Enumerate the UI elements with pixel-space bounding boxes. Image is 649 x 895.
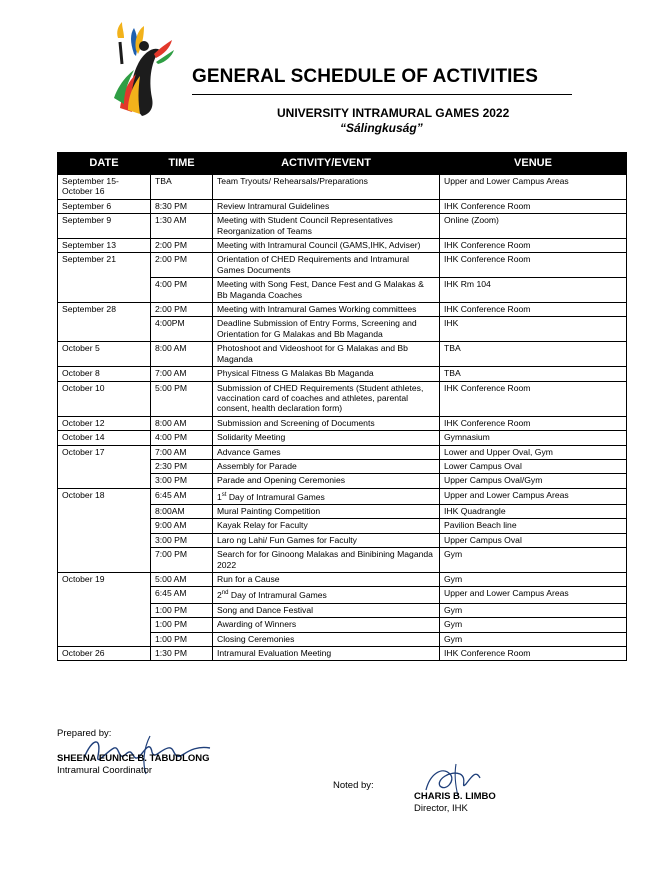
venue-cell: Gym (440, 632, 627, 646)
activity-cell: 2nd Day of Intramural Games (213, 587, 440, 603)
activity-cell: Review Intramural Guidelines (213, 199, 440, 213)
activity-cell: Mural Painting Competition (213, 505, 440, 519)
noted-title: Director, IHK (414, 803, 468, 814)
venue-cell: Upper and Lower Campus Areas (440, 488, 627, 504)
time-cell: 6:45 AM (151, 587, 213, 603)
activity-cell: Closing Ceremonies (213, 632, 440, 646)
time-cell: 7:00 AM (151, 445, 213, 459)
activity-cell: Solidarity Meeting (213, 431, 440, 445)
venue-cell: Gymnasium (440, 431, 627, 445)
activity-cell: Awarding of Winners (213, 618, 440, 632)
page-title: GENERAL SCHEDULE OF ACTIVITIES (192, 66, 539, 87)
time-cell: 4:00PM (151, 317, 213, 342)
venue-cell: IHK Conference Room (440, 303, 627, 317)
activity-cell: Intramural Evaluation Meeting (213, 646, 440, 660)
date-cell: October 14 (58, 431, 151, 445)
activity-cell: Physical Fitness G Malakas Bb Maganda (213, 367, 440, 381)
date-cell: September 21 (58, 253, 151, 303)
schedule-body (58, 175, 627, 661)
venue-cell: Gym (440, 573, 627, 587)
table-row (58, 416, 627, 430)
time-cell: 6:45 AM (151, 488, 213, 504)
activity-cell: Kayak Relay for Faculty (213, 519, 440, 533)
time-cell: 7:00 PM (151, 548, 213, 573)
table-row (58, 488, 627, 504)
venue-cell: Gym (440, 548, 627, 573)
venue-cell: IHK Rm 104 (440, 278, 627, 303)
venue-cell: Gym (440, 603, 627, 617)
table-row (58, 445, 627, 459)
time-cell: 8:00AM (151, 505, 213, 519)
date-cell: October 5 (58, 342, 151, 367)
prepared-title: Intramural Coordinator (57, 765, 153, 776)
table-row (58, 253, 627, 278)
header-activity: ACTIVITY/EVENT (213, 153, 440, 175)
venue-cell: IHK (440, 317, 627, 342)
activity-cell: Meeting with Student Council Representatives Reorganization of Teams (213, 214, 440, 239)
activity-cell: Advance Games (213, 445, 440, 459)
logo-icon (108, 20, 176, 120)
time-cell: 2:30 PM (151, 459, 213, 473)
date-cell: October 18 (58, 488, 151, 572)
activity-cell: Parade and Opening Ceremonies (213, 474, 440, 488)
venue-cell: Gym (440, 618, 627, 632)
table-row (58, 646, 627, 660)
time-cell: 8:00 AM (151, 342, 213, 367)
venue-cell: IHK Conference Room (440, 381, 627, 416)
table-header-row (58, 153, 627, 175)
activity-cell: Team Tryouts/ Rehearsals/Preparations (213, 175, 440, 200)
venue-cell: IHK Conference Room (440, 239, 627, 253)
table-row (58, 303, 627, 317)
activity-cell: Laro ng Lahi/ Fun Games for Faculty (213, 533, 440, 547)
date-cell: October 26 (58, 646, 151, 660)
venue-cell: Lower and Upper Oval, Gym (440, 445, 627, 459)
date-cell: September 13 (58, 239, 151, 253)
venue-cell: Online (Zoom) (440, 214, 627, 239)
title-divider (192, 94, 572, 95)
venue-cell: Upper Campus Oval (440, 533, 627, 547)
venue-cell: Lower Campus Oval (440, 459, 627, 473)
table-row (58, 573, 627, 587)
noted-name: CHARIS B. LIMBO (414, 791, 496, 802)
page-subtitle: UNIVERSITY INTRAMURAL GAMES 2022 (277, 106, 510, 120)
activity-cell: Search for for Ginoong Malakas and Binibining Maganda 2022 (213, 548, 440, 573)
table-row (58, 367, 627, 381)
table-row (58, 381, 627, 416)
time-cell: 1:30 AM (151, 214, 213, 239)
time-cell: 9:00 AM (151, 519, 213, 533)
date-cell: September 15-October 16 (58, 175, 151, 200)
time-cell: 1:30 PM (151, 646, 213, 660)
venue-cell: Pavilion Beach line (440, 519, 627, 533)
table-row (58, 342, 627, 367)
venue-cell: IHK Quadrangle (440, 505, 627, 519)
activity-cell: Song and Dance Festival (213, 603, 440, 617)
venue-cell: Upper Campus Oval/Gym (440, 474, 627, 488)
prepared-name: SHEENA EUNICE B. TABUDLONG (57, 753, 210, 764)
activity-cell: Submission of CHED Requirements (Student athletes, vaccination card of coaches and athletes, parental consent, health declaration form) (213, 381, 440, 416)
activity-cell: Run for a Cause (213, 573, 440, 587)
table-row (58, 239, 627, 253)
time-cell: 4:00 PM (151, 431, 213, 445)
activity-cell: Meeting with Intramural Council (GAMS,IHK, Adviser) (213, 239, 440, 253)
ordinal-suffix: st (221, 491, 227, 498)
ordinal-suffix: nd (221, 590, 229, 597)
time-cell: 1:00 PM (151, 632, 213, 646)
activity-cell: Submission and Screening of Documents (213, 416, 440, 430)
venue-cell: IHK Conference Room (440, 253, 627, 278)
time-cell: 4:00 PM (151, 278, 213, 303)
prepared-label: Prepared by: (57, 728, 112, 739)
date-cell: September 9 (58, 214, 151, 239)
time-cell: TBA (151, 175, 213, 200)
venue-cell: Upper and Lower Campus Areas (440, 175, 627, 200)
table-row (58, 214, 627, 239)
activity-cell: Meeting with Intramural Games Working committees (213, 303, 440, 317)
venue-cell: TBA (440, 342, 627, 367)
date-cell: October 17 (58, 445, 151, 488)
header-date: DATE (58, 153, 151, 175)
venue-cell: IHK Conference Room (440, 199, 627, 213)
date-cell: September 6 (58, 199, 151, 213)
time-cell: 1:00 PM (151, 618, 213, 632)
time-cell: 5:00 PM (151, 381, 213, 416)
schedule-table (57, 152, 627, 661)
venue-cell: IHK Conference Room (440, 646, 627, 660)
activity-cell: Meeting with Song Fest, Dance Fest and G Malakas & Bb Maganda Coaches (213, 278, 440, 303)
time-cell: 3:00 PM (151, 474, 213, 488)
date-cell: September 28 (58, 303, 151, 342)
time-cell: 2:00 PM (151, 239, 213, 253)
page-tagline: “Sálingkuság” (340, 121, 423, 135)
venue-cell: TBA (440, 367, 627, 381)
time-cell: 1:00 PM (151, 603, 213, 617)
activity-cell: Deadline Submission of Entry Forms, Screening and Orientation for G Malakas and Bb Maganda (213, 317, 440, 342)
time-cell: 2:00 PM (151, 303, 213, 317)
table-row (58, 431, 627, 445)
activity-cell: Assembly for Parade (213, 459, 440, 473)
date-cell: October 10 (58, 381, 151, 416)
header-time: TIME (151, 153, 213, 175)
noted-label: Noted by: (333, 780, 374, 791)
date-cell: October 8 (58, 367, 151, 381)
time-cell: 8:00 AM (151, 416, 213, 430)
header-venue: VENUE (440, 153, 627, 175)
venue-cell: IHK Conference Room (440, 416, 627, 430)
venue-cell: Upper and Lower Campus Areas (440, 587, 627, 603)
table-row (58, 199, 627, 213)
date-cell: October 19 (58, 573, 151, 647)
activity-cell: Photoshoot and Videoshoot for G Malakas and Bb Maganda (213, 342, 440, 367)
time-cell: 2:00 PM (151, 253, 213, 278)
activity-cell: Orientation of CHED Requirements and Intramural Games Documents (213, 253, 440, 278)
table-row (58, 175, 627, 200)
time-cell: 5:00 AM (151, 573, 213, 587)
time-cell: 7:00 AM (151, 367, 213, 381)
time-cell: 3:00 PM (151, 533, 213, 547)
date-cell: October 12 (58, 416, 151, 430)
time-cell: 8:30 PM (151, 199, 213, 213)
activity-cell: 1st Day of Intramural Games (213, 488, 440, 504)
